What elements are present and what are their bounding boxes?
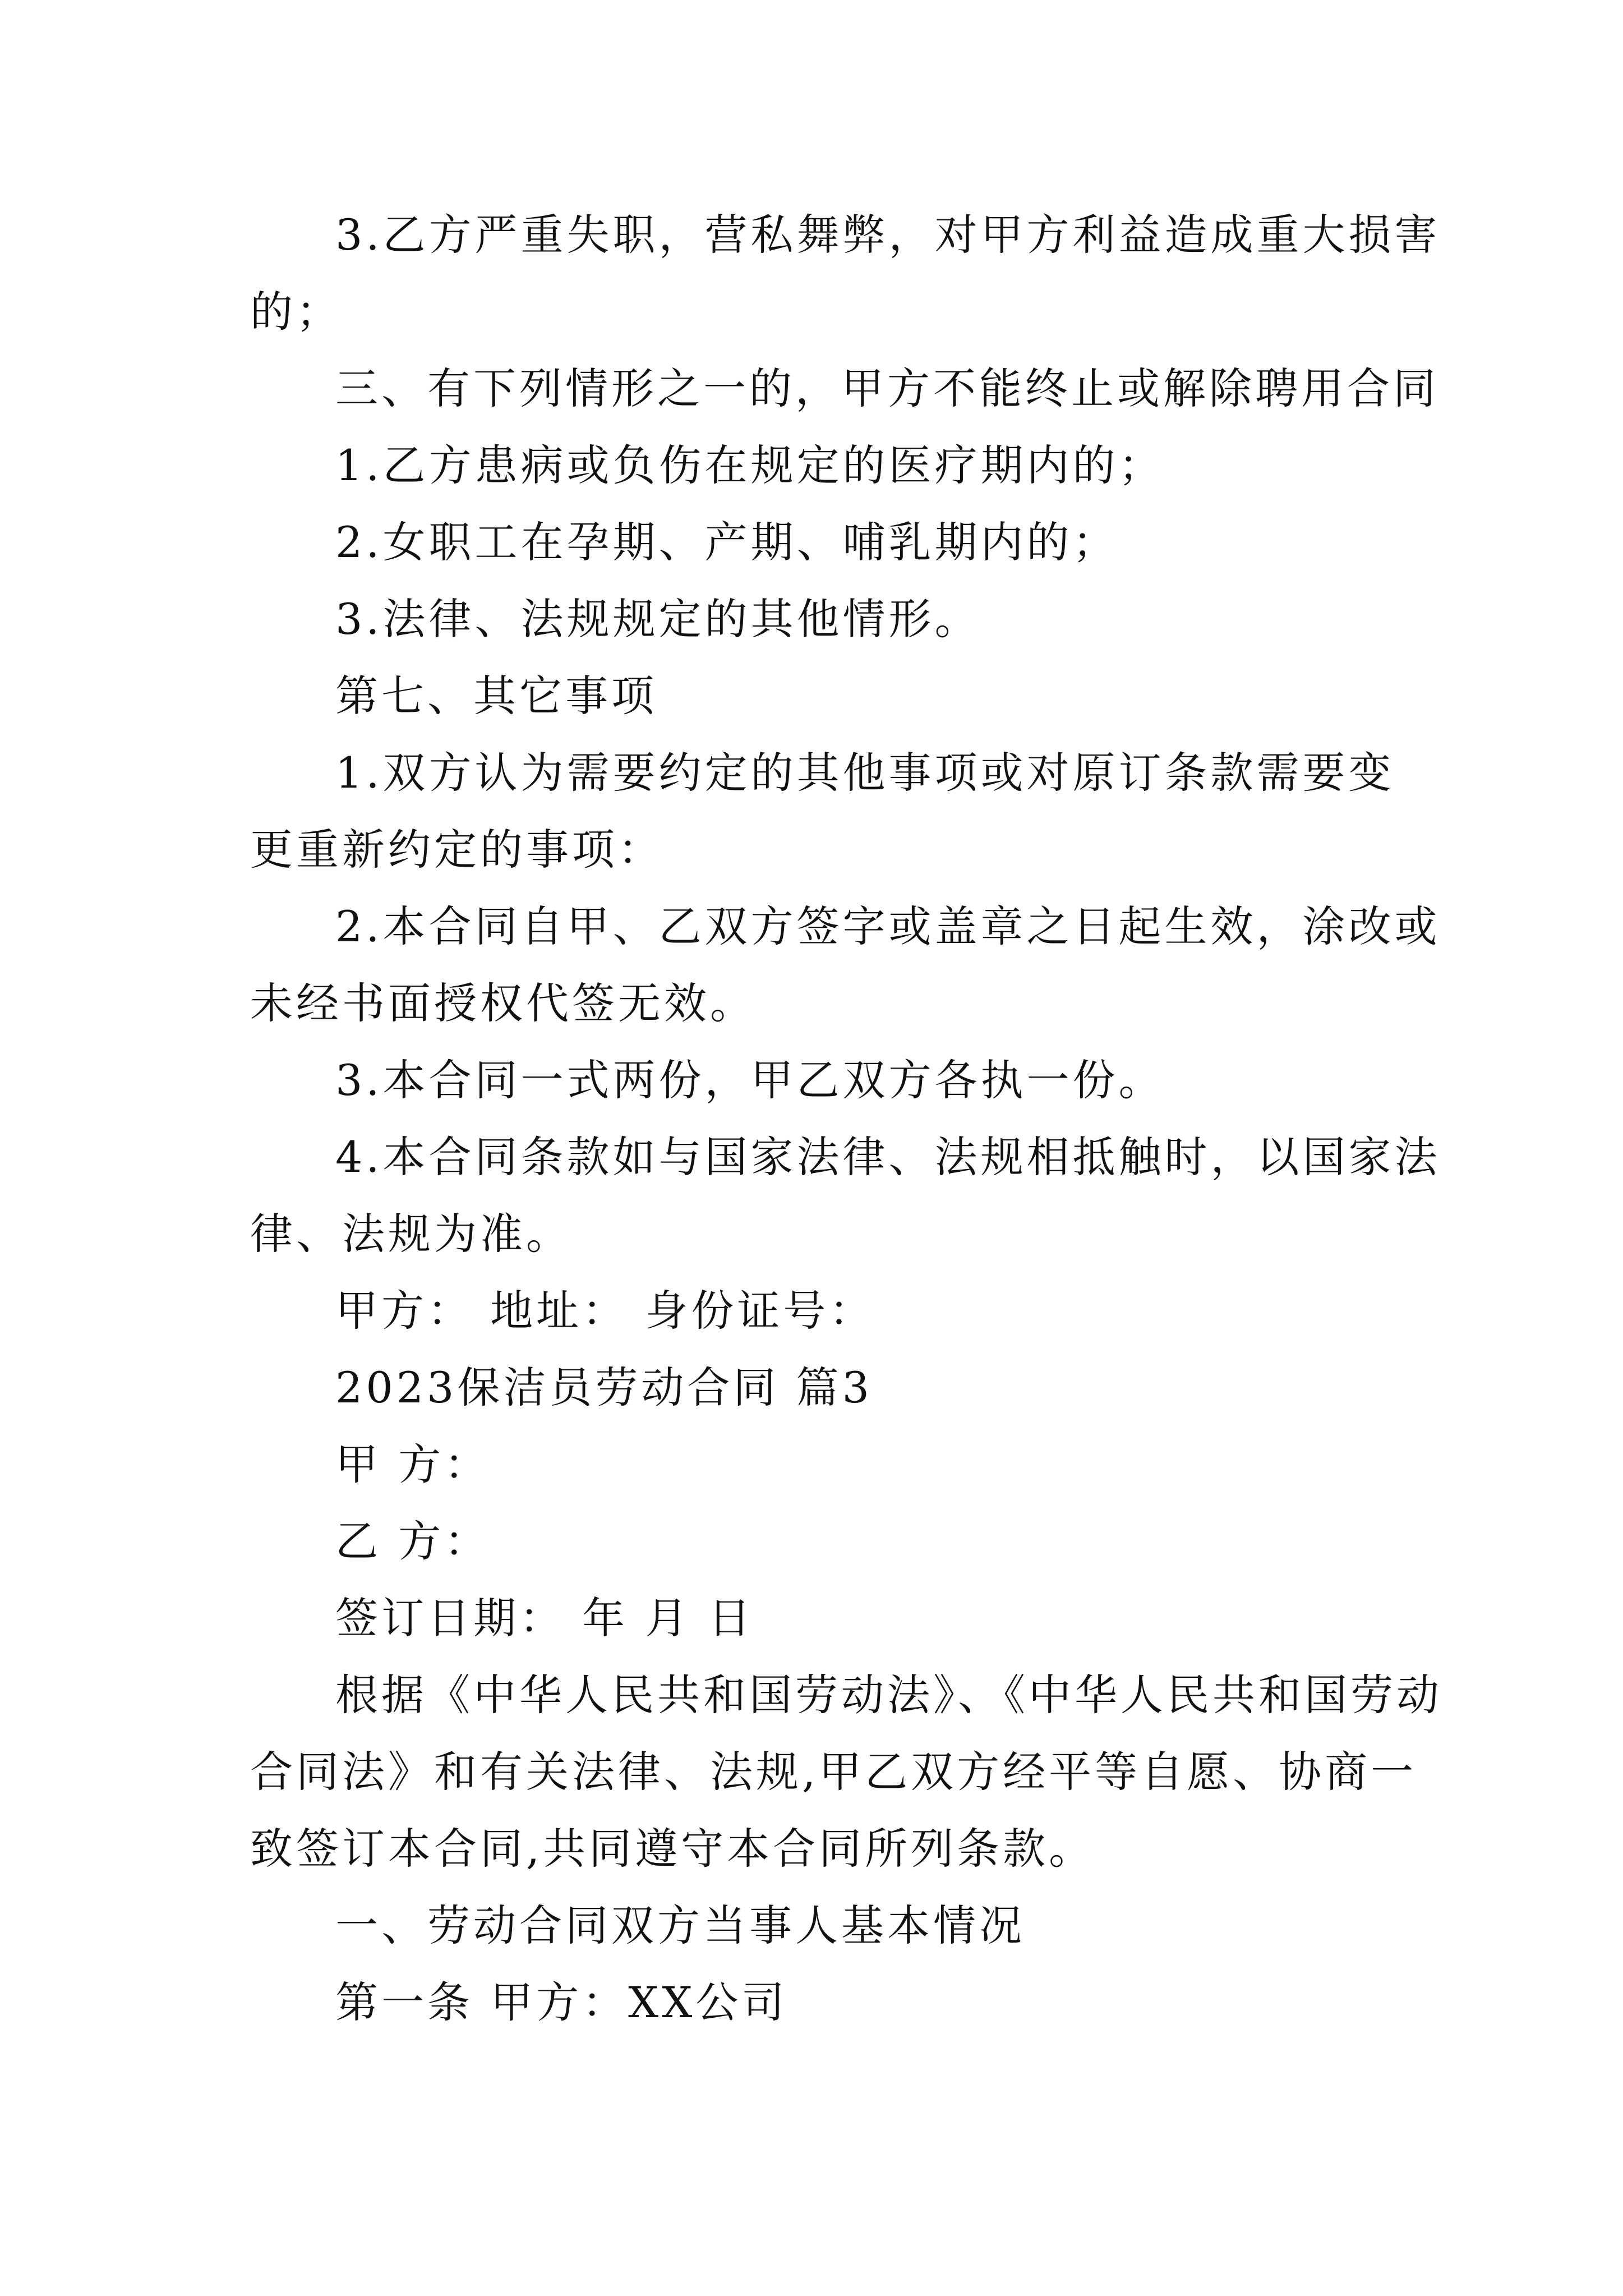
article-line: 第一条 甲方：XX公司	[335, 1977, 788, 2027]
section-heading: 一、劳动合同双方当事人基本情况	[335, 1901, 1025, 1950]
signing-date-field: 签订日期： 年 月 日	[335, 1593, 754, 1643]
party-a-field: 甲 方：	[335, 1439, 491, 1489]
list-item: 1.乙方患病或负伤在规定的医疗期内的；	[335, 440, 1165, 490]
section-heading: 三、有下列情形之一的，甲方不能终止或解除聘用合同	[335, 364, 1439, 413]
party-b-field: 乙 方：	[335, 1516, 491, 1566]
text-line: 未经书面授权代签无效。	[250, 978, 756, 1028]
text-line: 3.乙方严重失职，营私舞弊，对甲方利益造成重大损害	[335, 210, 1441, 260]
text-line: 的；	[250, 287, 342, 337]
list-item: 3.法律、法规规定的其他情形。	[335, 594, 981, 644]
text-line: 律、法规为准。	[250, 1209, 572, 1259]
paragraph-line: 致签订本合同,共同遵守本合同所列条款。	[250, 1824, 1095, 1874]
list-item: 2.本合同自甲、乙双方签字或盖章之日起生效，涂改或	[335, 901, 1441, 951]
signature-fields: 甲方： 地址： 身份证号：	[335, 1286, 875, 1336]
list-item: 2.女职工在孕期、产期、哺乳期内的；	[335, 517, 1119, 567]
document-body	[250, 196, 1442, 2041]
paragraph-line: 根据《中华人民共和国劳动法》、《中华人民共和国劳动	[335, 1670, 1442, 1720]
list-item: 4.本合同条款如与国家法律、法规相抵触时，以国家法	[335, 1132, 1441, 1182]
text-line: 更重新约定的事项：	[250, 825, 664, 875]
document-title: 2023保洁员劳动合同 篇3	[335, 1363, 873, 1412]
paragraph-line: 合同法》和有关法律、法规,甲乙双方经平等自愿、协商一	[250, 1747, 1417, 1797]
section-heading: 第七、其它事项	[335, 671, 657, 721]
list-item: 3.本合同一式两份，甲乙双方各执一份。	[335, 1055, 1165, 1105]
list-item: 1.双方认为需要约定的其他事项或对原订条款需要变	[335, 748, 1395, 798]
